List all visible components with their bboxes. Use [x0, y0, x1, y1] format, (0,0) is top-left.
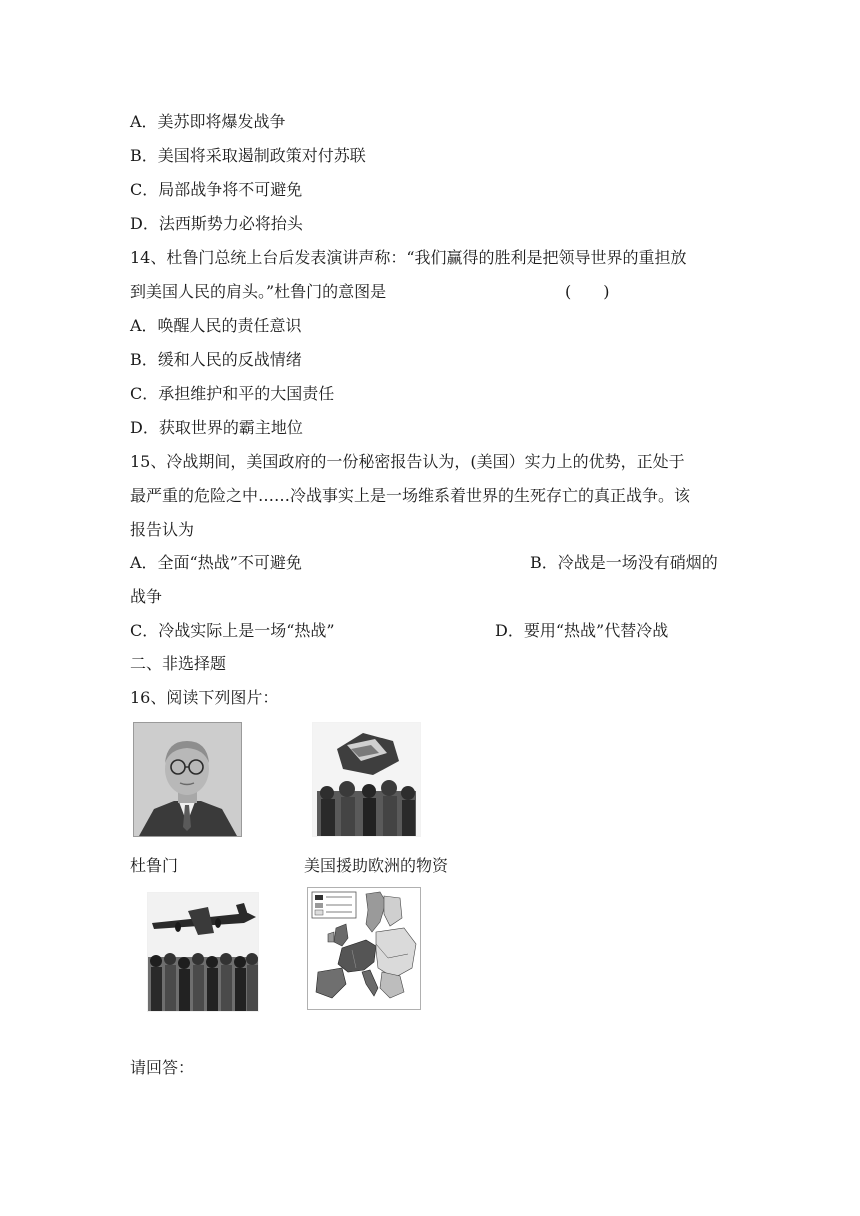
q15-stem-line1: 15、冷战期间，美国政府的一份秘密报告认为，(美国）实力上的优势，正处于 [130, 452, 685, 471]
airlift-plane-image [147, 892, 259, 1012]
q14-answer-blank: ( ) [565, 282, 610, 301]
q15-stem-line3: 报告认为 [130, 520, 195, 539]
q14-option-b: B．缓和人民的反战情绪 [130, 350, 302, 369]
q15-option-a: A．全面“热战”不可避免 [130, 553, 302, 572]
q14-option-a: A．唤醒人民的责任意识 [130, 316, 302, 335]
q15-option-d: D．要用“热战”代替冷战 [495, 621, 669, 640]
q14-stem-line1: 14、杜鲁门总统上台后发表演讲声称：“我们赢得的胜利是把领导世界的重担放 [130, 248, 687, 267]
q14-option-c: C．承担维护和平的大国责任 [130, 384, 335, 403]
q14-stem-line2: 到美国人民的肩头。”杜鲁门的意图是 [130, 282, 387, 301]
q13-option-a: A．美苏即将爆发战争 [130, 112, 286, 131]
q15-stem-line2: 最严重的危险之中……冷战事实上是一场维系着世界的生死存亡的真正战争。该 [130, 486, 691, 505]
q15-option-b: B．冷战是一场没有硝烟的 [530, 553, 718, 572]
q16-stem: 16、阅读下列图片： [130, 688, 279, 707]
europe-map-image [307, 887, 421, 1010]
q15-option-c: C．冷战实际上是一场“热战” [130, 621, 335, 640]
q16-prompt: 请回答： [130, 1058, 195, 1077]
truman-portrait-image [133, 722, 242, 837]
section-heading: 二、非选择题 [130, 654, 227, 673]
q15-option-b-continued: 战争 [130, 587, 163, 606]
q14-option-d: D．获取世界的霸主地位 [130, 418, 303, 437]
q13-option-b: B．美国将采取遏制政策对付苏联 [130, 146, 366, 165]
caption-truman: 杜鲁门 [130, 856, 179, 875]
q13-option-d: D．法西斯势力必将抬头 [130, 214, 303, 233]
caption-us-aid: 美国援助欧洲的物资 [304, 856, 449, 875]
us-aid-materials-image [312, 722, 421, 837]
q13-option-c: C．局部战争将不可避免 [130, 180, 303, 199]
